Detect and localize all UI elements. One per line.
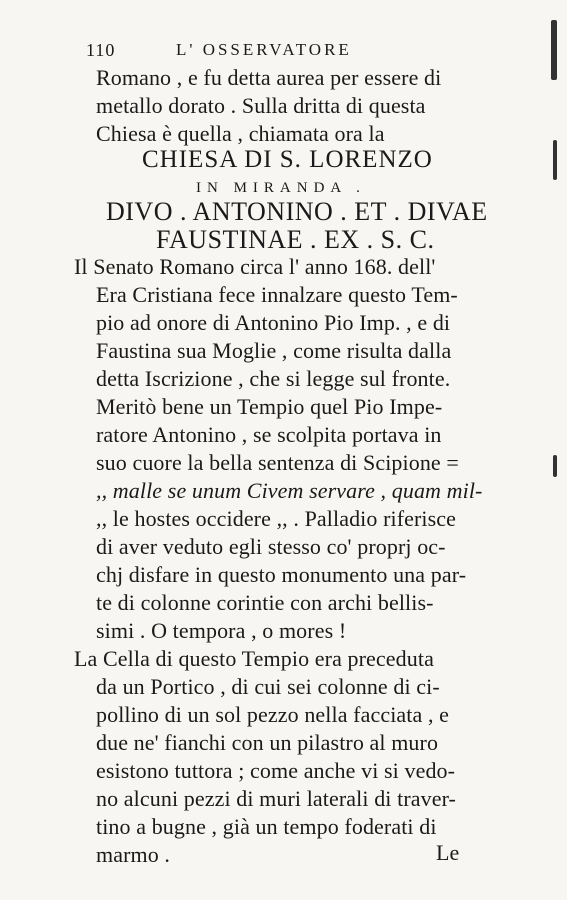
page-edge-mark — [551, 20, 557, 80]
text-line: metallo dorato . Sulla dritta di questa — [96, 93, 426, 118]
text-line: di aver veduto egli stesso co' proprj oc- — [96, 534, 446, 559]
text-line: detta Iscrizione , che si legge sul fronte. — [96, 366, 451, 391]
quote-line: ,, malle se unum Civem servare , quam mil- — [96, 478, 483, 503]
text-line: Meritò bene un Tempio quel Pio Impe- — [96, 394, 443, 419]
page-edge-mark — [553, 455, 557, 477]
text-line: pollino di un sol pezzo nella facciata , e — [96, 702, 450, 727]
text-line: esistono tuttora ; come anche vi si vedo- — [96, 758, 456, 783]
text-line: ,, le hostes occidere ,, . Palladio riferisce — [96, 506, 457, 531]
text-line: pio ad onore di Antonino Pio Imp. , e di — [96, 310, 451, 335]
text-line: La Cella di questo Tempio era preceduta — [74, 646, 434, 671]
church-subtitle: IN MIRANDA . — [196, 180, 366, 196]
text-line — [74, 253, 436, 281]
church-title: CHIESA DI S. LORENZO — [142, 146, 433, 173]
page-number: 110 — [86, 40, 116, 60]
text-line: ratore Antonino , se scolpita portava in — [96, 422, 442, 447]
text-line: marmo . — [96, 842, 171, 867]
running-title: L' OSSERVATORE — [176, 40, 352, 59]
text-line: no alcuni pezzi di muri laterali di traver- — [96, 786, 456, 811]
text-line: Chiesa è quella , chiamata ora la — [96, 121, 385, 146]
inscription-line: DIVO . ANTONINO . ET . DIVAE — [106, 197, 488, 226]
text-line: Era Cristiana fece innalzare questo Tem- — [96, 282, 458, 307]
catchword: Le — [436, 840, 460, 865]
text-line: simi . O tempora , o mores ! — [96, 618, 347, 643]
page-edge-mark — [553, 140, 557, 180]
text-line: da un Portico , di cui sei colonne di ci- — [96, 674, 440, 699]
text-line: suo cuore la bella sentenza di Scipione = — [96, 450, 459, 475]
text-line: Faustina sua Moglie , come risulta dalla — [96, 338, 452, 363]
text-line: Romano , e fu detta aurea per essere di — [96, 65, 442, 90]
text-line: chj disfare in questo monumento una par- — [96, 562, 467, 587]
text-line: tino a bugne , già un tempo foderati di — [96, 814, 437, 839]
text-line: te di colonne corintie con archi bellis- — [96, 590, 434, 615]
inscription-line: FAUSTINAE . EX . S. C. — [156, 225, 435, 254]
text-line: due ne' fianchi con un pilastro al muro — [96, 730, 439, 755]
text-line-content: Il Senato Romano circa l' anno 168. dell' — [74, 254, 436, 279]
